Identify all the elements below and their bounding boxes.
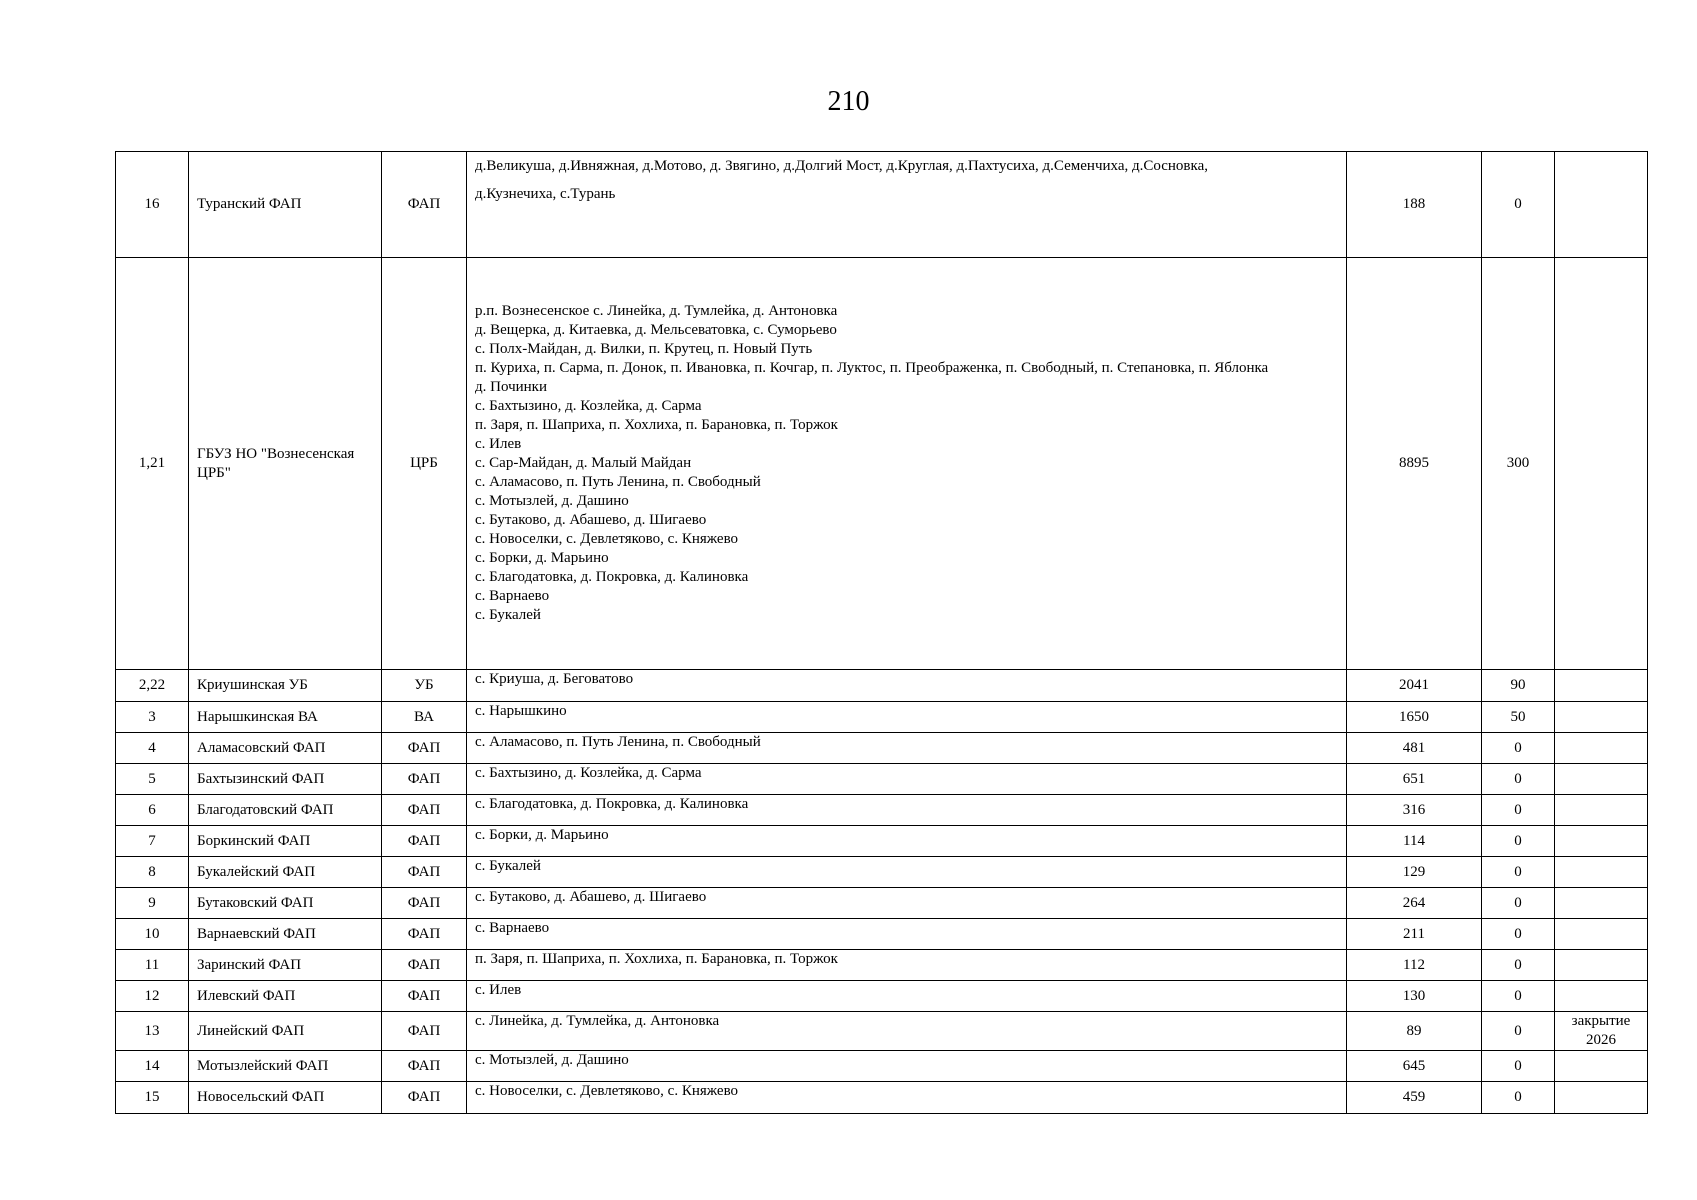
- population-cell: 114: [1347, 826, 1482, 857]
- note-cell: [1555, 981, 1648, 1012]
- settlement-line: с. Борки, д. Марьино: [475, 550, 609, 566]
- row-number-cell: 8: [116, 857, 189, 888]
- note-cell: [1555, 919, 1648, 950]
- facility-name-cell: Боркинский ФАП: [189, 826, 382, 857]
- beds-cell: 0: [1482, 950, 1555, 981]
- settlement-line: с. Полх-Майдан, д. Вилки, п. Крутец, п. Новый Путь: [475, 341, 813, 357]
- facility-name-cell: Туранский ФАП: [189, 152, 382, 258]
- settlement-line: с. Илев: [475, 436, 522, 452]
- note-cell: [1555, 258, 1648, 670]
- table-row: [116, 981, 1648, 1012]
- table-row: [116, 950, 1648, 981]
- facility-type-cell: ЦРБ: [382, 258, 467, 670]
- population-cell: 112: [1347, 950, 1482, 981]
- settlement-line: с. Новоселки, с. Девлетяково, с. Княжево: [475, 531, 739, 547]
- settlement-line: с. Аламасово, п. Путь Ленина, п. Свободный: [475, 734, 761, 750]
- note-cell: [1555, 1051, 1648, 1082]
- row-number-cell: 16: [116, 152, 189, 258]
- population-cell: 129: [1347, 857, 1482, 888]
- facility-name-cell: Бахтызинский ФАП: [189, 764, 382, 795]
- row-number-cell: 6: [116, 795, 189, 826]
- beds-cell: 0: [1482, 857, 1555, 888]
- settlement-line: п. Заря, п. Шаприха, п. Хохлиха, п. Барановка, п. Торжок: [475, 417, 838, 433]
- facility-type-cell: ФАП: [382, 152, 467, 258]
- note-cell: [1555, 795, 1648, 826]
- settlement-line: с. Варнаево: [475, 588, 550, 604]
- beds-cell: 0: [1482, 733, 1555, 764]
- note-cell: [1555, 670, 1648, 702]
- note-cell: [1555, 950, 1648, 981]
- beds-cell: 0: [1482, 1051, 1555, 1082]
- beds-cell: 0: [1482, 152, 1555, 258]
- note-cell: [1555, 702, 1648, 733]
- settlement-line: р.п. Вознесенское с. Линейка, д. Тумлейка, д. Антоновка: [475, 303, 838, 319]
- population-cell: 459: [1347, 1082, 1482, 1114]
- facility-name-cell: Новосельский ФАП: [189, 1082, 382, 1114]
- settlements-cell: [467, 733, 1347, 764]
- facility-type-cell: ФАП: [382, 1051, 467, 1082]
- facility-type-cell: ФАП: [382, 1082, 467, 1114]
- beds-cell: 0: [1482, 795, 1555, 826]
- note-cell: [1555, 1082, 1648, 1114]
- settlements-cell: [467, 826, 1347, 857]
- note-cell: [1555, 152, 1648, 258]
- facility-type-cell: ФАП: [382, 1012, 467, 1051]
- settlement-line: д. Починки: [475, 379, 547, 395]
- beds-cell: 0: [1482, 1082, 1555, 1114]
- population-cell: 2041: [1347, 670, 1482, 702]
- settlements-cell: [467, 1012, 1347, 1051]
- settlements-cell: [467, 919, 1347, 950]
- settlement-line: с. Бахтызино, д. Козлейка, д. Сарма: [475, 398, 702, 414]
- facility-type-cell: ФАП: [382, 733, 467, 764]
- settlements-cell: [467, 1051, 1347, 1082]
- settlement-line: с. Благодатовка, д. Покровка, д. Калиновка: [475, 569, 749, 585]
- settlements-cell: [467, 795, 1347, 826]
- table-row: [116, 258, 1648, 670]
- facility-type-cell: ФАП: [382, 919, 467, 950]
- row-number-cell: 1,21: [116, 258, 189, 670]
- table-row: [116, 919, 1648, 950]
- beds-cell: 300: [1482, 258, 1555, 670]
- table-row: [116, 857, 1648, 888]
- population-cell: 481: [1347, 733, 1482, 764]
- beds-cell: 0: [1482, 888, 1555, 919]
- settlement-line: с. Бутаково, д. Абашево, д. Шигаево: [475, 512, 707, 528]
- settlements-cell: [467, 1082, 1347, 1114]
- settlements-cell: [467, 857, 1347, 888]
- settlement-line: с. Мотызлей, д. Дашино: [475, 1052, 629, 1068]
- row-number-cell: 5: [116, 764, 189, 795]
- facility-name-cell: Криушинская УБ: [189, 670, 382, 702]
- beds-cell: 0: [1482, 981, 1555, 1012]
- facility-name-cell: Благодатовский ФАП: [189, 795, 382, 826]
- row-number-cell: 11: [116, 950, 189, 981]
- population-cell: 8895: [1347, 258, 1482, 670]
- table-row: [116, 733, 1648, 764]
- table-row: [116, 795, 1648, 826]
- settlements-cell: [467, 152, 1347, 258]
- facility-type-cell: ФАП: [382, 981, 467, 1012]
- facility-name-cell: Варнаевский ФАП: [189, 919, 382, 950]
- settlement-line: с. Букалей: [475, 858, 541, 874]
- settlement-line: п. Куриха, п. Сарма, п. Донок, п. Ивановка, п. Кочгар, п. Луктос, п. Преображенка, п. Свободный, п. Степановка, п. Яблонка: [475, 360, 1269, 376]
- facility-name-cell: Нарышкинская ВА: [189, 702, 382, 733]
- population-cell: 211: [1347, 919, 1482, 950]
- settlement-line: с. Аламасово, п. Путь Ленина, п. Свободный: [475, 474, 761, 490]
- row-number-cell: 4: [116, 733, 189, 764]
- settlement-line: с. Благодатовка, д. Покровка, д. Калиновка: [475, 796, 749, 812]
- settlement-line: с. Линейка, д. Тумлейка, д. Антоновка: [475, 1013, 720, 1029]
- row-number-cell: 12: [116, 981, 189, 1012]
- note-cell: [1555, 857, 1648, 888]
- settlements-cell: [467, 981, 1347, 1012]
- beds-cell: 0: [1482, 764, 1555, 795]
- settlement-line: с. Букалей: [475, 607, 541, 623]
- population-cell: 651: [1347, 764, 1482, 795]
- facility-type-cell: ФАП: [382, 795, 467, 826]
- settlement-line: д.Великуша, д.Ивняжная, д.Мотово, д. Звягино, д.Долгий Мост, д.Круглая, д.Пахтусиха, д.Семенчиха, д.Сосновка,: [475, 158, 1208, 174]
- facility-type-cell: ФАП: [382, 888, 467, 919]
- table-row: [116, 1051, 1648, 1082]
- table-row: [116, 888, 1648, 919]
- beds-cell: 0: [1482, 1012, 1555, 1051]
- facility-name-cell: Илевский ФАП: [189, 981, 382, 1012]
- note-cell: [1555, 826, 1648, 857]
- facility-type-cell: ФАП: [382, 857, 467, 888]
- page-number: 210: [827, 86, 870, 117]
- table-row: [116, 1082, 1648, 1114]
- population-cell: 89: [1347, 1012, 1482, 1051]
- note-cell: [1555, 733, 1648, 764]
- table-row: [116, 152, 1648, 258]
- beds-cell: 0: [1482, 826, 1555, 857]
- table-row: [116, 764, 1648, 795]
- settlement-line: с. Бахтызино, д. Козлейка, д. Сарма: [475, 765, 702, 781]
- table-row: [116, 702, 1648, 733]
- facility-type-cell: ФАП: [382, 764, 467, 795]
- facility-type-cell: ФАП: [382, 826, 467, 857]
- settlements-cell: [467, 670, 1347, 702]
- row-number-cell: 13: [116, 1012, 189, 1051]
- note-cell: [1555, 888, 1648, 919]
- beds-cell: 0: [1482, 919, 1555, 950]
- settlement-line: с. Илев: [475, 982, 522, 998]
- settlement-line: с. Сар-Майдан, д. Малый Майдан: [475, 455, 692, 471]
- facility-name-cell: Бутаковский ФАП: [189, 888, 382, 919]
- settlement-line: п. Заря, п. Шаприха, п. Хохлиха, п. Барановка, п. Торжок: [475, 951, 838, 967]
- population-cell: 130: [1347, 981, 1482, 1012]
- facility-type-cell: ФАП: [382, 950, 467, 981]
- facilities-table: [115, 151, 1648, 1114]
- facility-name-cell: ГБУЗ НО "Вознесенская ЦРБ": [189, 258, 382, 670]
- row-number-cell: 15: [116, 1082, 189, 1114]
- population-cell: 645: [1347, 1051, 1482, 1082]
- facility-name-cell: Букалейский ФАП: [189, 857, 382, 888]
- population-cell: 264: [1347, 888, 1482, 919]
- settlement-line: с. Борки, д. Марьино: [475, 827, 609, 843]
- population-cell: 188: [1347, 152, 1482, 258]
- row-number-cell: 9: [116, 888, 189, 919]
- facility-type-cell: ВА: [382, 702, 467, 733]
- row-number-cell: 10: [116, 919, 189, 950]
- settlements-cell: [467, 888, 1347, 919]
- beds-cell: 90: [1482, 670, 1555, 702]
- row-number-cell: 2,22: [116, 670, 189, 702]
- note-cell: закрытие 2026: [1555, 1012, 1648, 1051]
- table-row: [116, 670, 1648, 702]
- facility-name-cell: Линейский ФАП: [189, 1012, 382, 1051]
- settlements-cell: [467, 764, 1347, 795]
- population-cell: 316: [1347, 795, 1482, 826]
- population-cell: 1650: [1347, 702, 1482, 733]
- facility-name-cell: Аламасовский ФАП: [189, 733, 382, 764]
- table-row: [116, 826, 1648, 857]
- beds-cell: 50: [1482, 702, 1555, 733]
- settlements-cell: [467, 258, 1347, 670]
- settlement-line: с. Нарышкино: [475, 703, 567, 719]
- settlements-cell: [467, 702, 1347, 733]
- settlement-line: д. Вещерка, д. Китаевка, д. Мельсеватовка, с. Суморьево: [475, 322, 837, 338]
- row-number-cell: 14: [116, 1051, 189, 1082]
- settlement-line: с. Криуша, д. Беговатово: [475, 671, 634, 687]
- row-number-cell: 7: [116, 826, 189, 857]
- settlements-cell: [467, 950, 1347, 981]
- settlement-line: с. Новоселки, с. Девлетяково, с. Княжево: [475, 1083, 739, 1099]
- facility-name-cell: Мотызлейский ФАП: [189, 1051, 382, 1082]
- facility-type-cell: УБ: [382, 670, 467, 702]
- row-number-cell: 3: [116, 702, 189, 733]
- facility-name-cell: Заринский ФАП: [189, 950, 382, 981]
- settlement-line: с. Мотызлей, д. Дашино: [475, 493, 629, 509]
- settlement-line: с. Варнаево: [475, 920, 550, 936]
- table-row: [116, 1012, 1648, 1051]
- settlement-line: д.Кузнечиха, с.Турань: [475, 186, 616, 202]
- note-cell: [1555, 764, 1648, 795]
- settlement-line: с. Бутаково, д. Абашево, д. Шигаево: [475, 889, 707, 905]
